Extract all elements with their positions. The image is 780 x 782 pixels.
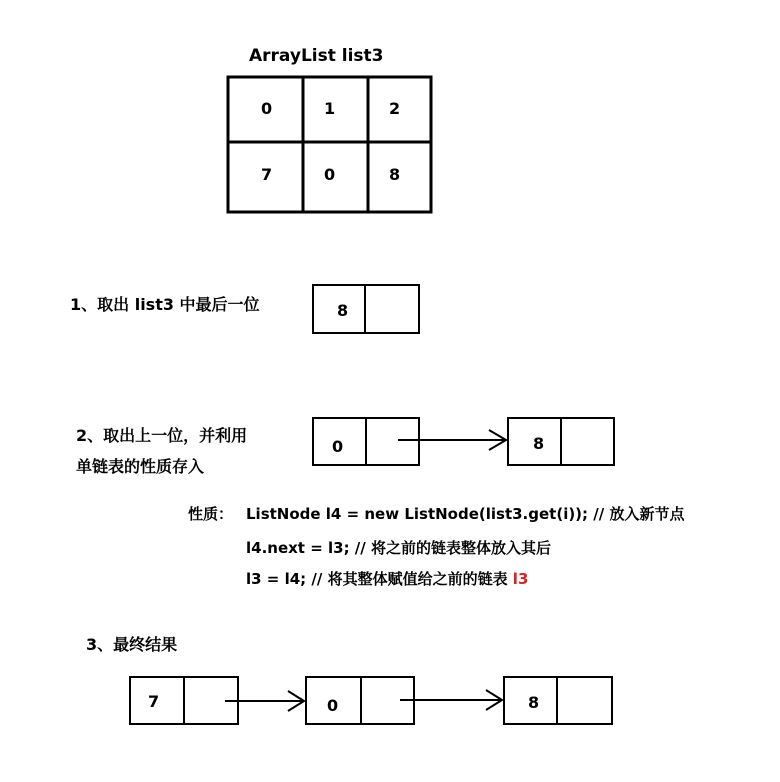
step2-label-line1: 2、取出上一位，并利用: [76, 426, 248, 445]
step3-node-1-value: 7: [148, 692, 160, 711]
property-line1: ListNode l4 = new ListNode(list3.get(i)); // 放入新节点: [246, 505, 685, 523]
array-cell: 0: [324, 165, 336, 184]
array-cell: 2: [389, 99, 401, 118]
step2-node-a: [313, 418, 419, 465]
property-line2: l4.next = l3; // 将之前的链表整体放入其后: [246, 539, 551, 557]
array-cell: 0: [261, 99, 273, 118]
step2-node-a-value: 0: [332, 437, 344, 456]
step2-arrow: [398, 430, 506, 450]
step2-node-b-value: 8: [533, 434, 545, 453]
property-line3: [246, 572, 528, 587]
property-line3-prefix: l3 = l4; // 将其整体赋值给之前的链表: [246, 570, 513, 588]
step3-node-3: [504, 677, 612, 724]
property-label: 性质：: [188, 505, 234, 523]
array-cell: 1: [324, 99, 336, 118]
step2-label-line2: 单链表的性质存入: [76, 457, 205, 476]
array-grid: [228, 77, 431, 212]
step3-arrow-1: [225, 691, 304, 711]
step1-node-value: 8: [337, 301, 349, 320]
array-grid-border: [228, 77, 431, 212]
array-cell: 7: [261, 165, 273, 184]
step3-node-2-value: 0: [327, 696, 339, 715]
step1-node: [313, 285, 419, 333]
step3-arrow-2: [400, 690, 502, 710]
property-line3-highlight: l3: [512, 570, 529, 588]
array-title: ArrayList list3: [249, 46, 384, 66]
step1-label: 1、取出 list3 中最后一位: [70, 295, 260, 314]
step3-node-1: [130, 677, 238, 724]
step2-node-b: [508, 418, 614, 465]
step3-node-3-value: 8: [528, 693, 540, 712]
step3-node-2: [306, 677, 414, 724]
step3-label: 3、最终结果: [86, 635, 178, 654]
array-cell: 8: [389, 165, 401, 184]
